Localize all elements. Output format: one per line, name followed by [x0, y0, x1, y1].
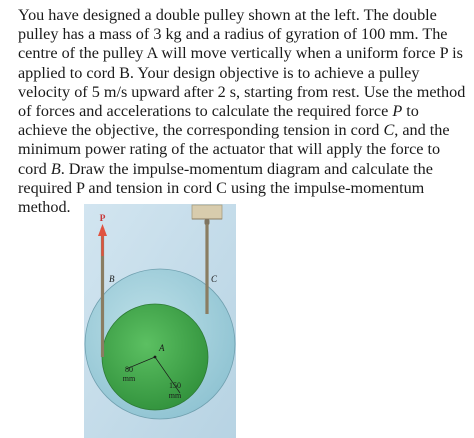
var-p: P: [392, 102, 403, 121]
inner-radius-unit: mm: [122, 374, 136, 383]
inner-radius-value: 80: [125, 365, 133, 374]
cord-b-label: B: [109, 274, 115, 284]
center-point: [154, 356, 157, 359]
problem-text-4: . Draw the impulse-momentum diagram and calculate the required P and tension in cord C using the impulse-momentum method.: [18, 159, 433, 217]
problem-text-3: , and the minimum power rating of the actuator that will apply the force to cord: [18, 121, 450, 178]
ceiling-support: [192, 205, 222, 219]
problem-text-2: to achieve the objective, the corresponding tension in cord: [18, 102, 419, 140]
pulley-figure: [84, 204, 236, 438]
cord-c-label: C: [211, 274, 218, 284]
pulley-diagram: [84, 204, 236, 438]
force-p-label: P: [99, 214, 106, 224]
var-c: C: [383, 121, 395, 140]
outer-radius-unit: mm: [168, 391, 182, 400]
problem-statement: [18, 6, 468, 217]
center-a-label: A: [159, 343, 165, 353]
outer-radius-value: 150: [169, 381, 181, 390]
problem-text-1: You have designed a double pulley shown at the left. The double pulley has a mass of 3 kg and a radius of gyration of 100 mm. The centre of the pulley A will move vertically when a uniform force P is applied to cord B. Your design objective is to achieve a pulley velocity of 5 m/s upward after 2 s, starting from rest. Use the method of forces and accelerations to calculate the required force: [18, 6, 466, 121]
var-b: B: [50, 159, 61, 178]
